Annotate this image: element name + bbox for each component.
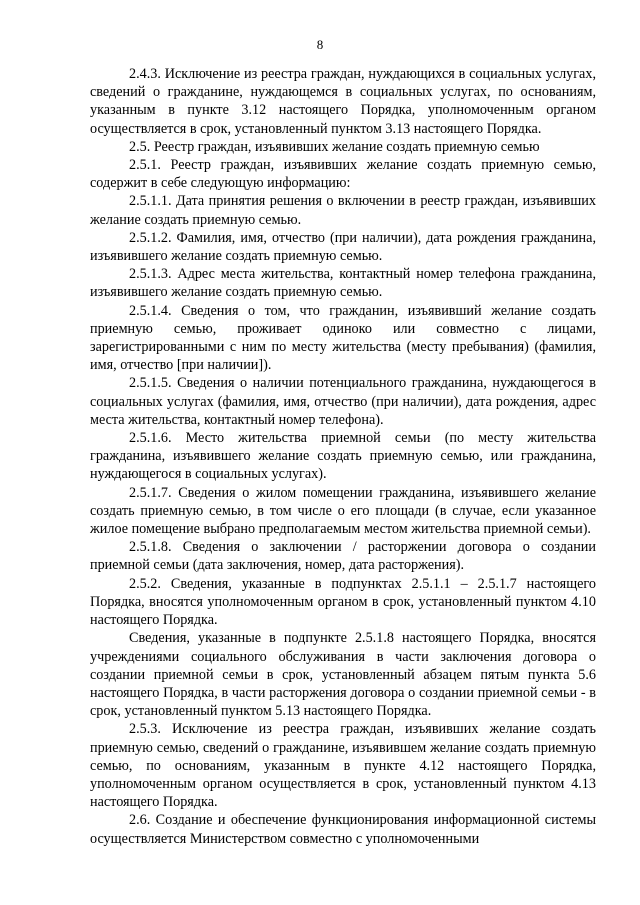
paragraph-2-5-1-3: 2.5.1.3. Адрес места жительства, контактный номер телефона гражданина, изъявившего желание создать приемную семью.	[90, 266, 596, 301]
paragraph-2-5-1-8: 2.5.1.8. Сведения о заключении / расторжении договора о создании приемной семьи (дата заключения, номер, дата расторжения).	[90, 539, 596, 574]
paragraph-2-5-2-continued: Сведения, указанные в подпункте 2.5.1.8 настоящего Порядка, вносятся учреждениями социального обслуживания в части заключения договора о создании приемной семьи в срок, установленный абзацем пятым пункта 5.6 настоящего Порядка, в части расторжения договора о создании приемной семьи - в срок, установленный пунктом 5.13 настоящего Порядка.	[90, 630, 596, 720]
paragraph-2-5-1-4: 2.5.1.4. Сведения о том, что гражданин, изъявивший желание создать приемную семью, проживает одиноко или совместно с лицами, зарегистрированными с ним по месту жительства (месту пребывания) (фамилия, имя, отчество [при наличии]).	[90, 302, 596, 374]
paragraph-2-5-2: 2.5.2. Сведения, указанные в подпунктах 2.5.1.1 – 2.5.1.7 настоящего Порядка, вносятся уполномоченным органом в срок, установленный пунктом 4.10 настоящего Порядка.	[90, 575, 596, 629]
paragraph-2-5-1-1: 2.5.1.1. Дата принятия решения о включении в реестр граждан, изъявивших желание создать приемную семью.	[90, 193, 596, 228]
paragraph-2-5-1-6: 2.5.1.6. Место жительства приемной семьи (по месту жительства гражданина, изъявившего желание создать приемную семью, или гражданина, нуждающегося в социальных услугах).	[90, 430, 596, 483]
paragraph-2-5-heading: 2.5. Реестр граждан, изъявивших желание создать приемную семью	[129, 138, 540, 155]
paragraph-2-5-3: 2.5.3. Исключение из реестра граждан, изъявивших желание создать приемную семью, сведений о гражданине, изъявившем желание создать приемную семью, по основаниям, указанным в пункте 4.12 настоящего Порядка, уполномоченным органом осуществляется в срок, установленный пунктом 4.13 настоящего Порядка.	[90, 721, 596, 811]
paragraph-2-5-1-2: 2.5.1.2. Фамилия, имя, отчество (при наличии), дата рождения гражданина, изъявившего желание создать приемную семью.	[90, 229, 596, 265]
paragraph-2-5-1-7: 2.5.1.7. Сведения о жилом помещении гражданина, изъявившего желание создать приемную семью, в том числе о его площади (в случае, если указанное жилое помещение выбрано предполагаемым местом жительства приемной семьи).	[90, 484, 596, 538]
paragraph-2-5-1-5: 2.5.1.5. Сведения о наличии потенциального гражданина, нуждающегося в социальных услугах (фамилия, имя, отчество (при наличии), дата рождения, адрес места жительства, контактный номер телефона).	[90, 375, 596, 428]
document-body	[90, 65, 596, 848]
page-number: 8	[316, 37, 324, 52]
paragraph-2-6: 2.6. Создание и обеспечение функционирования информационной системы осуществляется Министерством совместно с уполномоченными	[90, 812, 596, 847]
paragraph-2-4-3: 2.4.3. Исключение из реестра граждан, нуждающихся в социальных услугах, сведений о гражданине, нуждающемся в социальных услугах, по основаниям, указанным в пункте 3.12 настоящего Порядка, уполномоченным органом осуществляется в срок, установленный пунктом 3.13 настоящего Порядка.	[90, 66, 596, 137]
paragraph-2-5-1: 2.5.1. Реестр граждан, изъявивших желание создать приемную семью, содержит в себе следующую информацию:	[90, 157, 596, 192]
